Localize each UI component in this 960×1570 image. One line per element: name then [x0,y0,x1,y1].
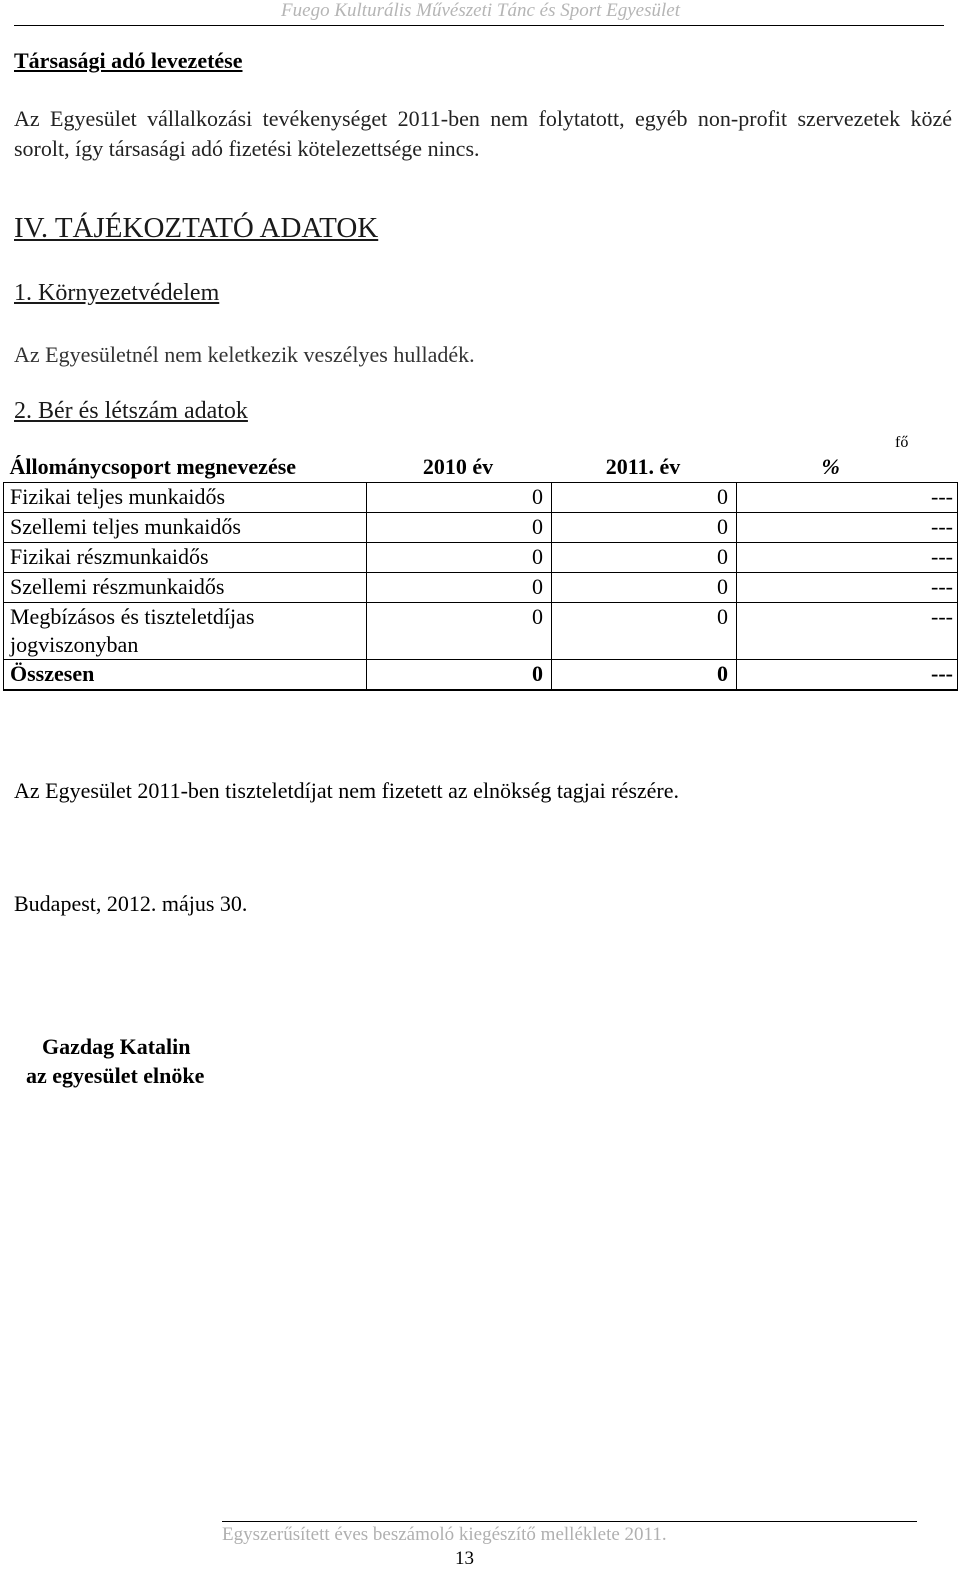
row-category: Fizikai részmunkaidős [4,543,367,573]
row-percent: --- [737,543,958,573]
environment-text: Az Egyesületnél nem keletkezik veszélyes hulladék. [14,342,475,367]
row-2011-value: 0 [552,573,737,603]
total-label: Összesen [4,660,367,691]
row-2011-value: 0 [552,513,737,543]
row-2011-value: 0 [552,603,737,660]
header-2010: 2010 év [422,454,494,479]
total-2010-value: 0 [367,660,552,691]
info-section-heading: IV. TÁJÉKOZTATÓ ADATOK [14,212,379,244]
wage-headcount-heading: 2. Bér és létszám adatok [14,398,248,424]
row-category: Fizikai teljes munkaidős [4,483,367,513]
row-2010-value: 0 [367,513,552,543]
honorarium-text: Az Egyesület 2011-ben tiszteletdíjat nem fizetett az elnökség tagjai részére. [14,778,680,803]
table-row [4,573,958,603]
row-category: Megbízásos és tiszteletdíjas jogviszonyban [4,603,367,660]
place-date: Budapest, 2012. május 30. [14,891,248,916]
row-category: Szellemi részmunkaidős [4,573,367,603]
environment-heading: 1. Környezetvédelem [14,280,220,306]
footer-text: Egyszerűsített éves beszámoló kiegészítő melléklete 2011. [222,1524,667,1545]
row-2011-value: 0 [552,543,737,573]
table-row [4,513,958,543]
table-row [4,543,958,573]
document-header-title: Fuego Kulturális Művészeti Tánc és Sport Egyesület [281,0,680,21]
tax-section-heading: Társasági adó levezetése [14,48,243,73]
row-2010-value: 0 [367,603,552,660]
row-2010-value: 0 [367,573,552,603]
signatory-name: Gazdag Katalin [42,1034,191,1059]
row-2011-value: 0 [552,483,737,513]
row-category: Szellemi teljes munkaidős [4,513,367,543]
footer-divider [222,1521,917,1522]
total-2011-value: 0 [552,660,737,691]
table-header-row [4,453,958,483]
table-total-row [4,660,958,691]
row-percent: --- [737,483,958,513]
row-percent: --- [737,603,958,660]
unit-label: fő [895,434,909,451]
header-2011: 2011. év [605,454,681,479]
table-row [4,603,958,660]
header-divider [14,25,944,26]
total-percent: --- [737,660,958,691]
signatory-title: az egyesület elnöke [26,1063,205,1088]
page-number: 13 [455,1548,474,1569]
table-row [4,483,958,513]
row-percent: --- [737,573,958,603]
row-2010-value: 0 [367,483,552,513]
header-category: Állománycsoport megnevezése [9,454,297,479]
tax-section-text: Az Egyesület vállalkozási tevékenységet 2011-ben nem folytatott, egyéb non-profit szervezetek közé sorolt, így társasági adó fizetési kötelezettsége nincs. [14,106,952,161]
header-percent: % [821,454,840,479]
staff-table [3,453,958,691]
row-2010-value: 0 [367,543,552,573]
row-percent: --- [737,513,958,543]
